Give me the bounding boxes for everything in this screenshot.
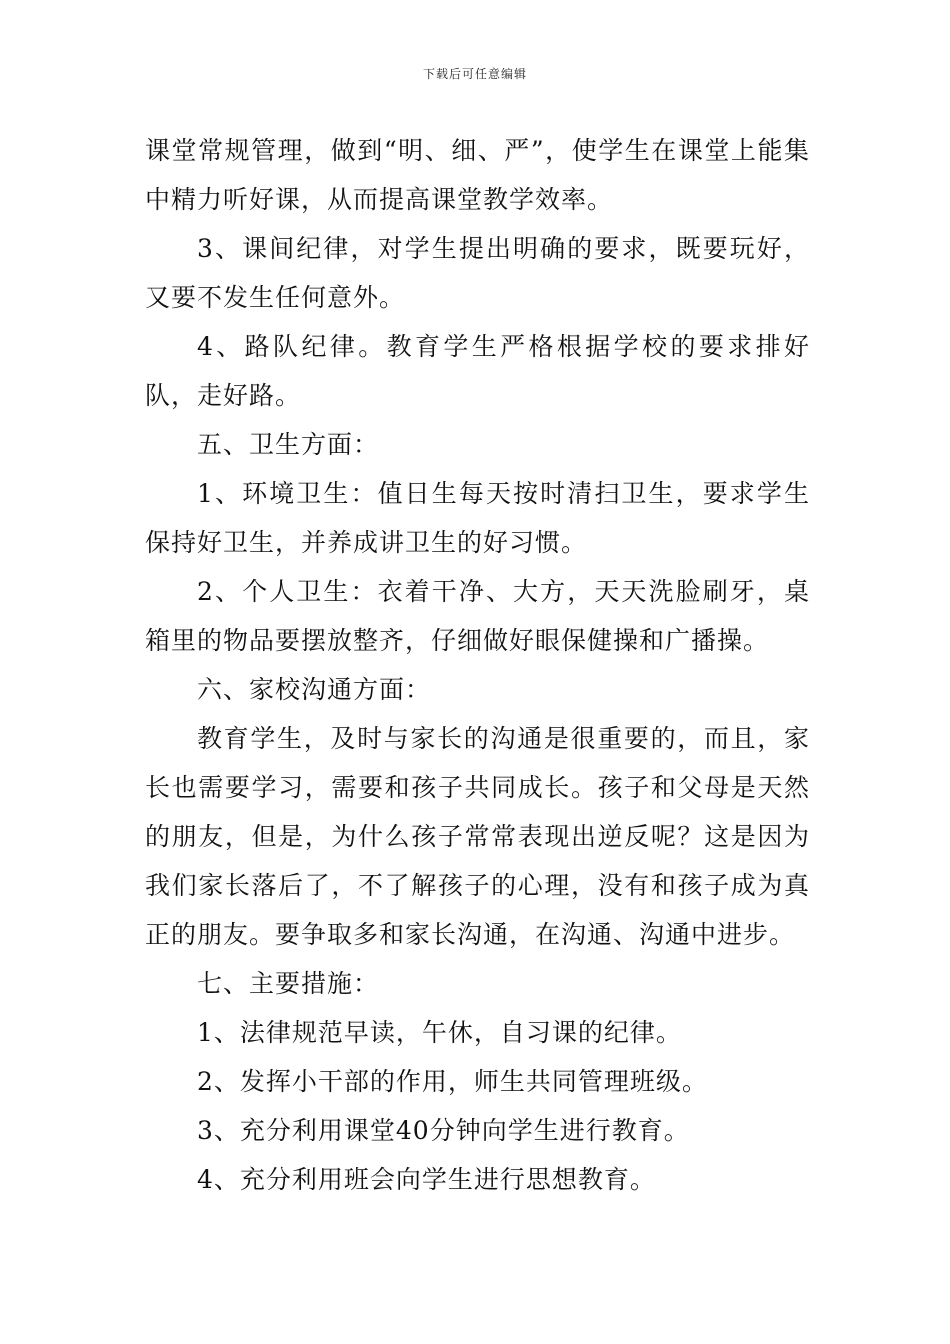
paragraph-classroom-routine: 课堂常规管理，做到“明、细、严”，使学生在课堂上能集中精力听好课，从而提高课堂教学效率。	[145, 136, 810, 214]
paragraph-measure-4: 4、充分利用班会向学生进行思想教育。	[197, 1165, 656, 1194]
document-body	[145, 126, 810, 1204]
paragraph-personal-hygiene: 2、个人卫生：衣着干净、大方，天天洗脸刷牙，桌箱里的物品要摆放整齐，仔细做好眼保健操和广播操。	[145, 577, 810, 655]
section-heading-main-measures: 七、主要措施：	[197, 969, 380, 998]
paragraph-measure-1: 1、法律规范早读，午休，自习课的纪律。	[197, 1018, 682, 1047]
paragraph-queue-discipline: 4、路队纪律。教育学生严格根据学校的要求排好队，走好路。	[145, 332, 810, 410]
section-heading-hygiene: 五、卫生方面：	[197, 430, 380, 459]
paragraph-measure-3: 3、充分利用课堂40分钟向学生进行教育。	[197, 1116, 690, 1145]
paragraph-measure-2: 2、发挥小干部的作用，师生共同管理班级。	[197, 1067, 708, 1096]
section-heading-home-school: 六、家校沟通方面：	[197, 675, 432, 704]
paragraph-break-discipline: 3、课间纪律，对学生提出明确的要求，既要玩好，又要不发生任何意外。	[145, 234, 810, 312]
page-header: 下载后可任意编辑	[422, 67, 527, 81]
paragraph-home-school-communication: 教育学生，及时与家长的沟通是很重要的，而且，家长也需要学习，需要和孩子共同成长。孩子和父母是天然的朋友，但是，为什么孩子常常表现出逆反呢？这是因为我们家长落后了，不了解孩子的心理，没有和孩子成为真正的朋友。要争取多和家长沟通，在沟通、沟通中进步。	[145, 724, 810, 949]
paragraph-environment-hygiene: 1、环境卫生：值日生每天按时清扫卫生，要求学生保持好卫生，并养成讲卫生的好习惯。	[145, 479, 810, 557]
